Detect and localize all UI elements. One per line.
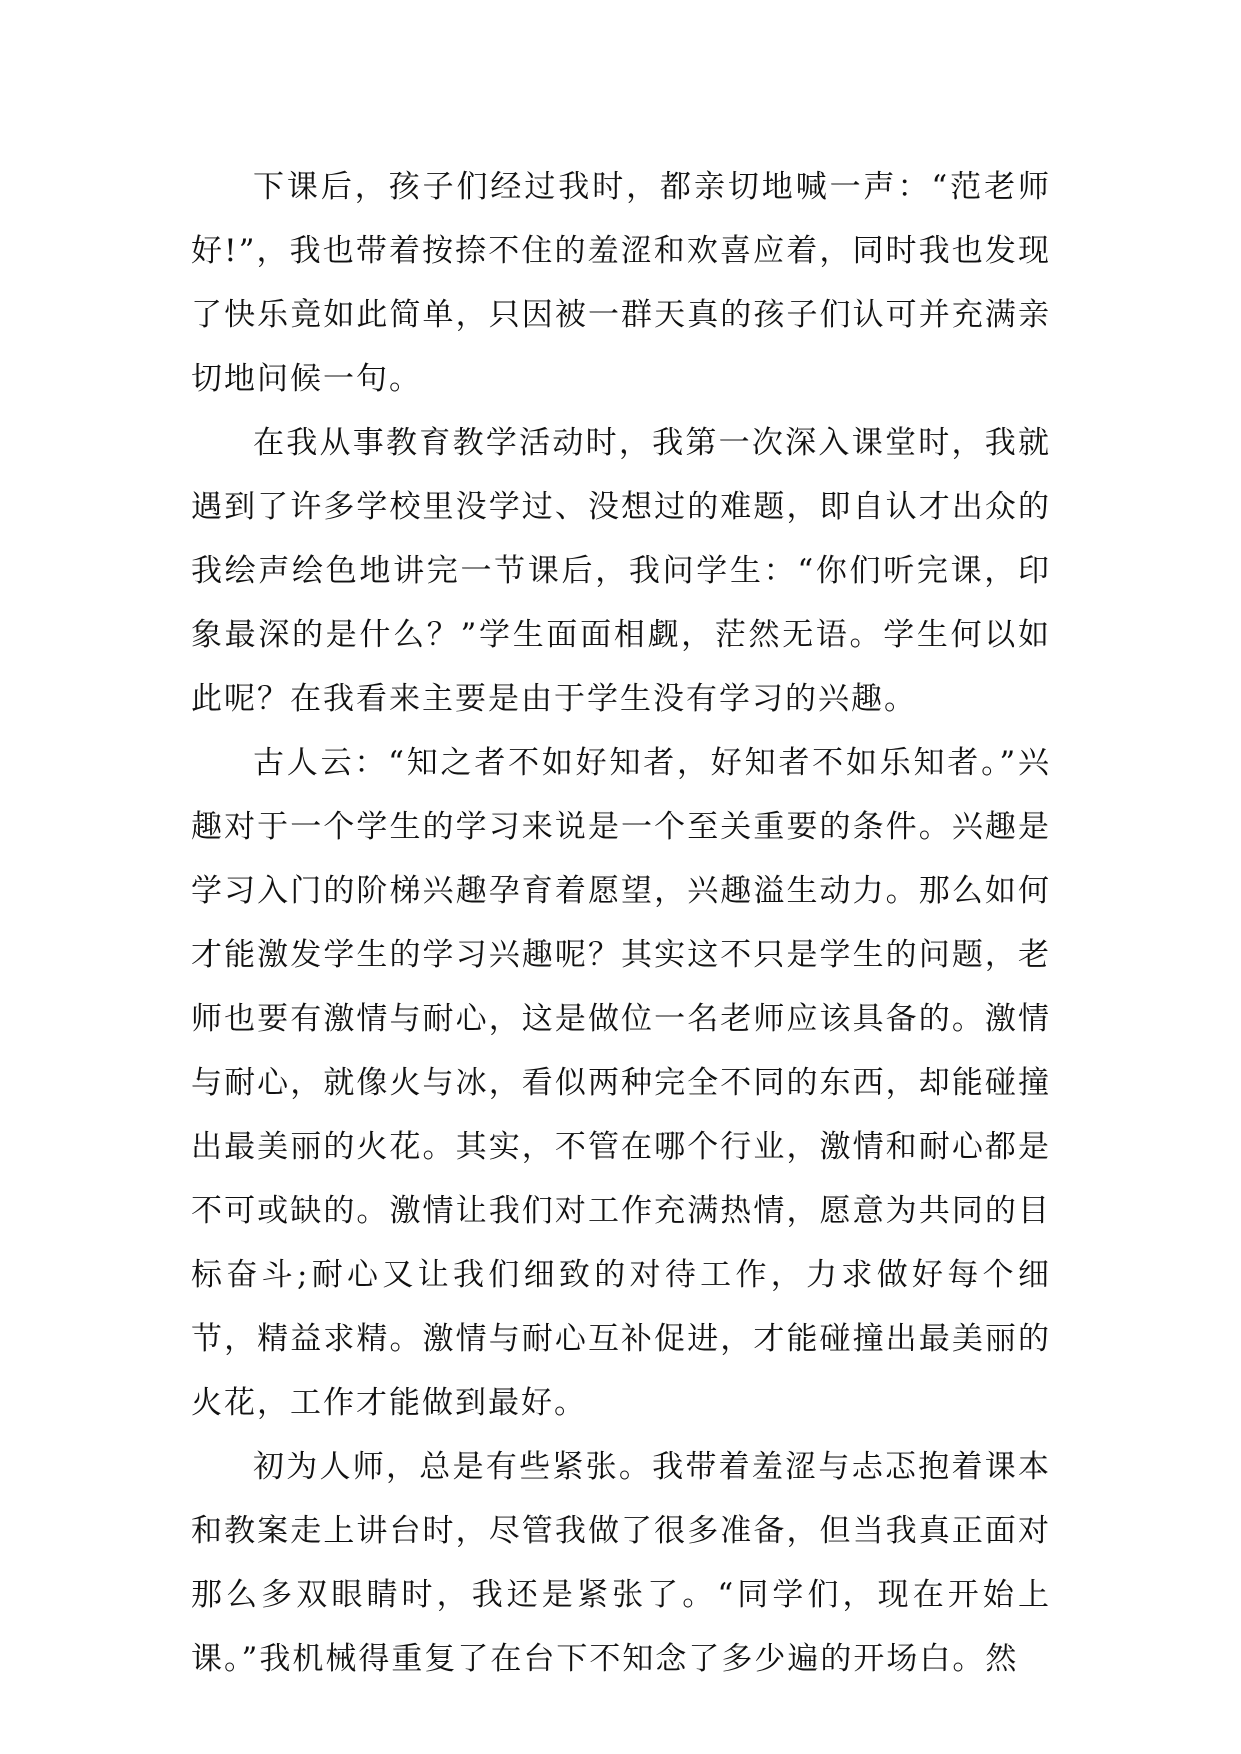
paragraph-2: 在我从事教育教学活动时，我第一次深入课堂时，我就遇到了许多学校里没学过、没想过的难题，即自认才出众的我绘声绘色地讲完一节课后，我问学生：“你们听完课，印象最深的是什么？”学生面面相觑，茫然无语。学生何以如此呢？在我看来主要是由于学生没有学习的兴趣。	[191, 425, 1051, 717]
paragraph-3: 古人云：“知之者不如好知者，好知者不如乐知者。”兴趣对于一个学生的学习来说是一个至关重要的条件。兴趣是学习入门的阶梯兴趣孕育着愿望，兴趣溢生动力。那么如何才能激发学生的学习兴趣呢？其实这不只是学生的问题，老师也要有激情与耐心，这是做位一名老师应该具备的。激情与耐心，就像火与冰，看似两种完全不同的东西，却能碰撞出最美丽的火花。其实，不管在哪个行业，激情和耐心都是不可或缺的。激情让我们对工作充满热情，愿意为共同的目标奋斗;耐心又让我们细致的对待工作，力求做好每个细节，精益求精。激情与耐心互补促进，才能碰撞出最美丽的火花，工作才能做到最好。	[191, 745, 1051, 1421]
paragraph-1: 下课后，孩子们经过我时，都亲切地喊一声：“范老师好!”，我也带着按捺不住的羞涩和欢喜应着，同时我也发现了快乐竟如此简单，只因被一群天真的孩子们认可并充满亲切地问候一句。	[191, 169, 1051, 397]
body-text	[191, 155, 1051, 1691]
paragraph-4: 初为人师，总是有些紧张。我带着羞涩与忐忑抱着课本和教案走上讲台时，尽管我做了很多准备，但当我真正面对那么多双眼睛时，我还是紧张了。“同学们，现在开始上课。”我机械得重复了在台下不知念了多少遍的开场白。然	[191, 1449, 1051, 1677]
